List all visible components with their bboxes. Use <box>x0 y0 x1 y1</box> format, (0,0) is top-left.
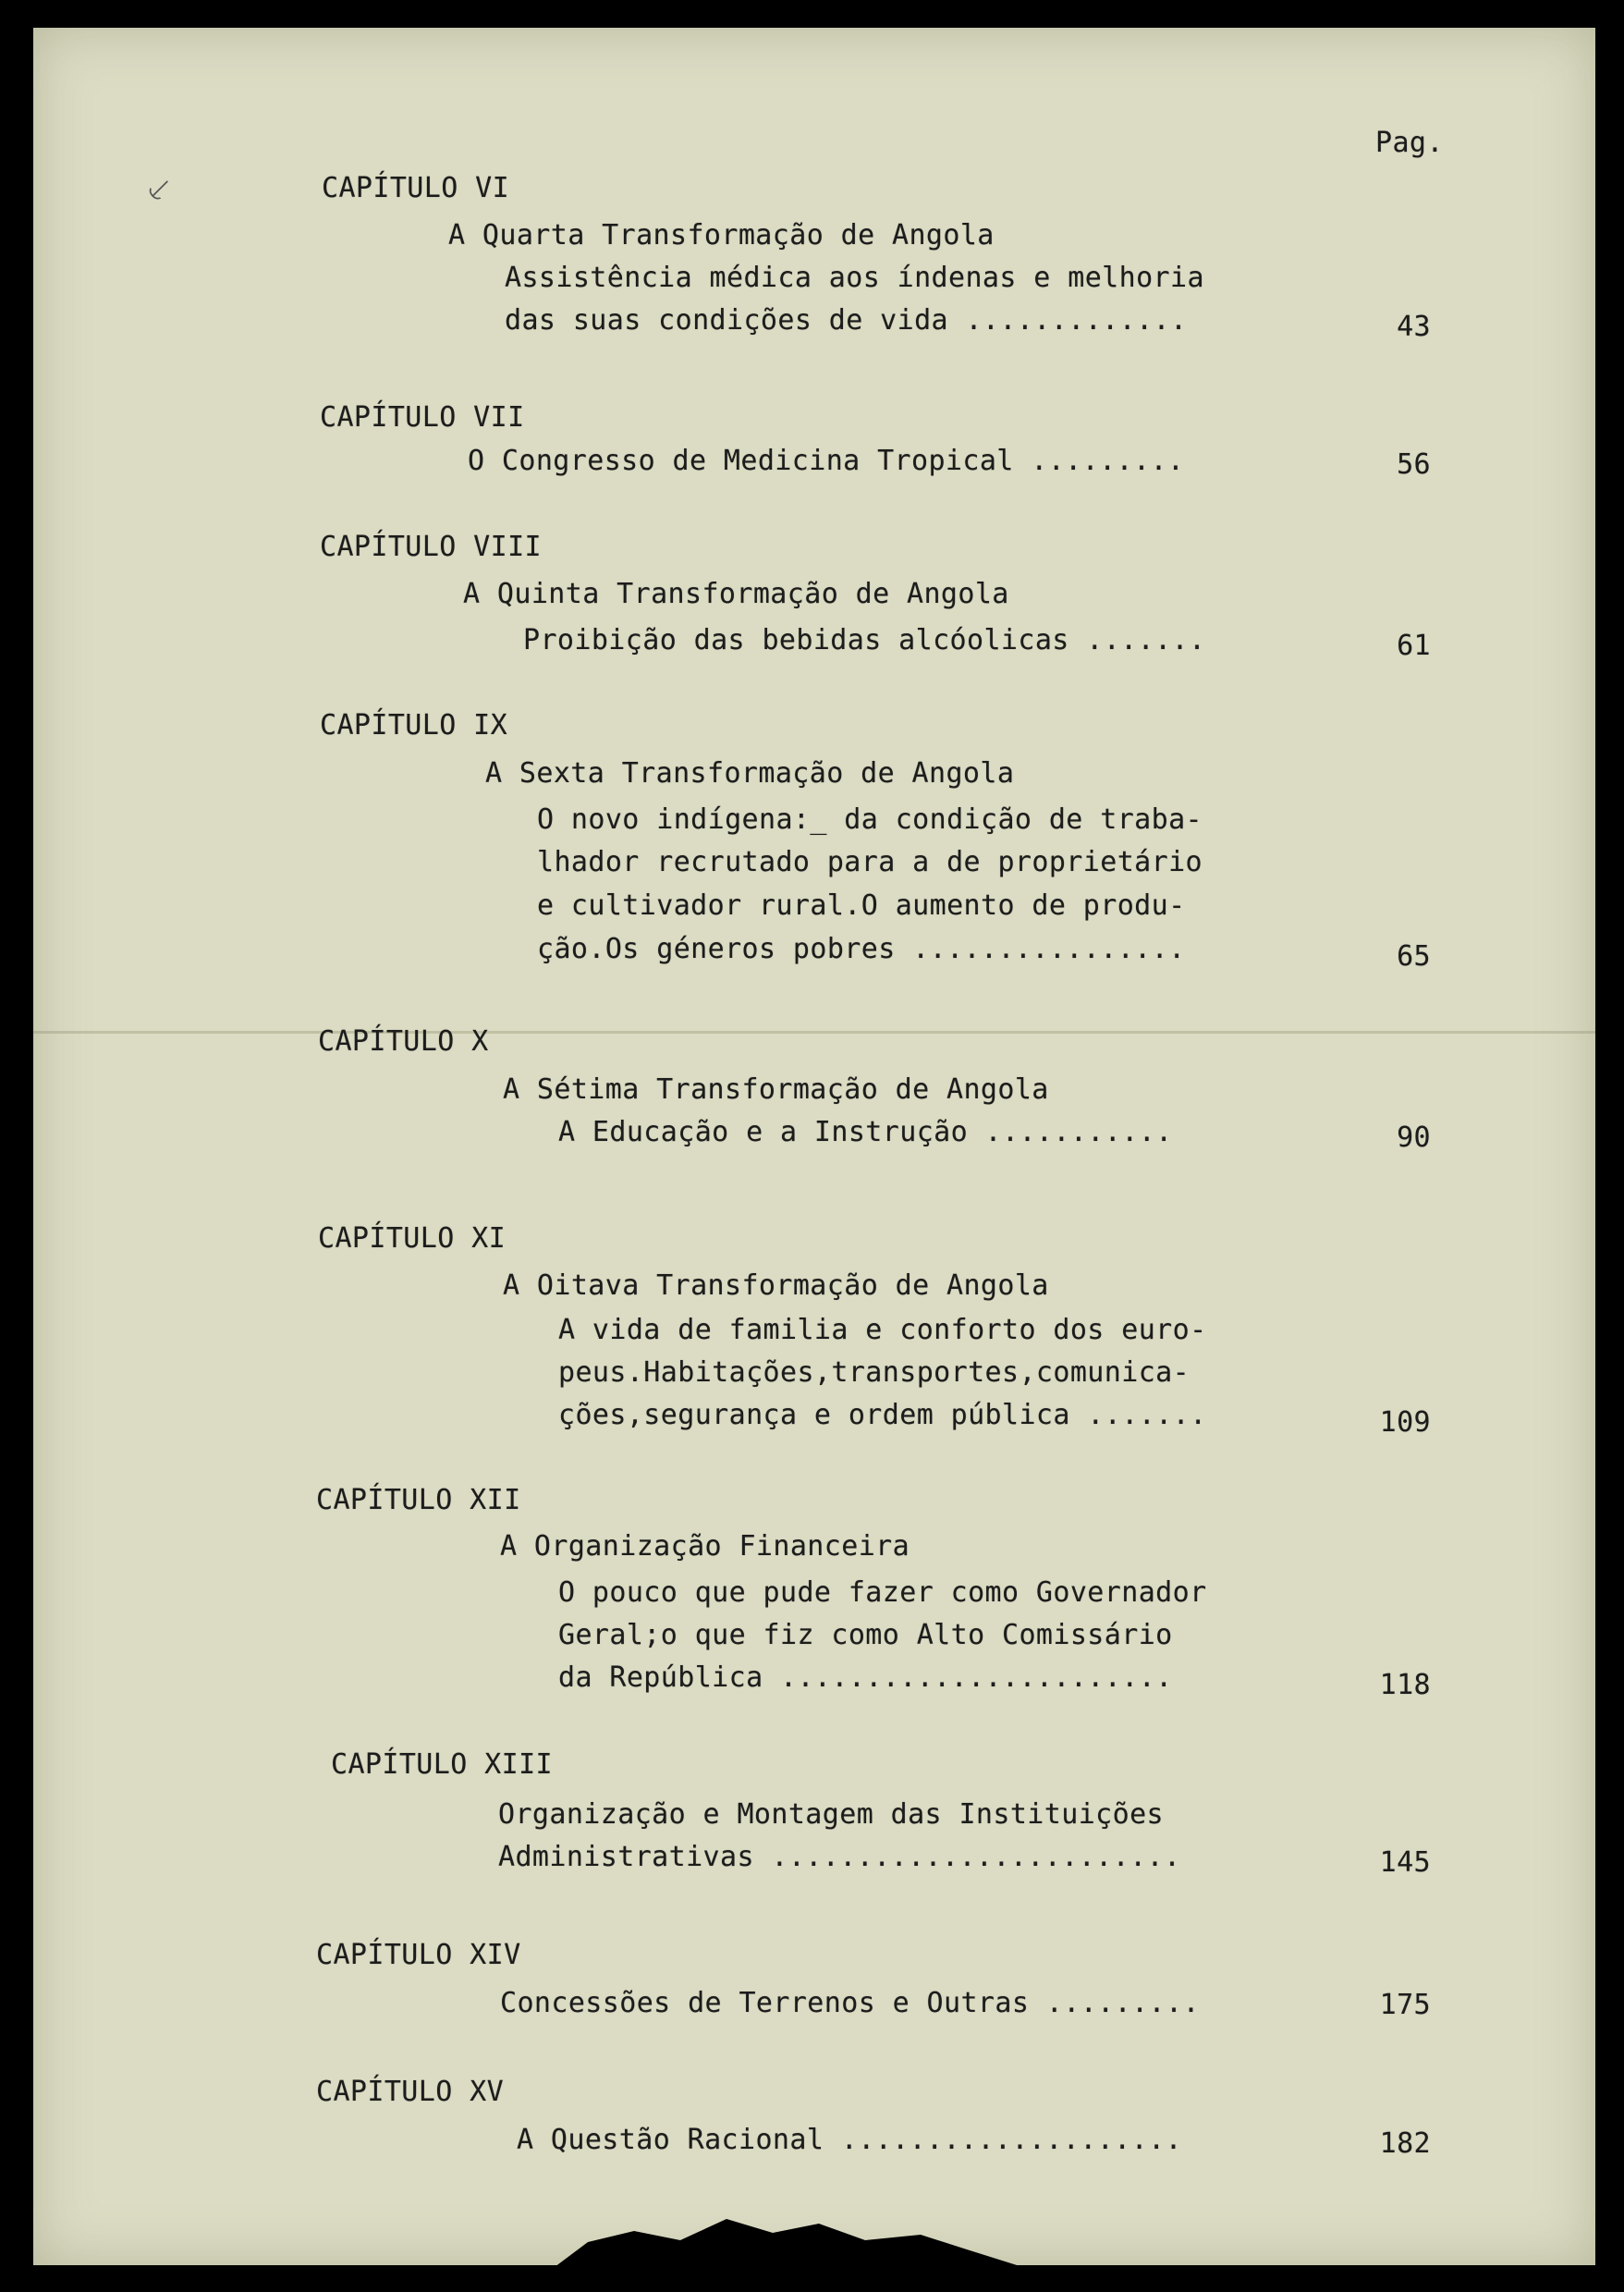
chapter-subtitle-line: Administrativas ........................ <box>498 1841 1181 1873</box>
chapter-title: A Oitava Transformação de Angola <box>503 1269 1049 1302</box>
chapter-heading: CAPÍTULO XIV <box>316 1939 521 1971</box>
typed-page <box>33 28 1595 2265</box>
chapter-heading: CAPÍTULO XII <box>316 1484 521 1516</box>
chapter-subtitle-line: O novo indígena:_ da condição de traba- <box>537 803 1203 836</box>
chapter-title: A Sétima Transformação de Angola <box>503 1073 1049 1106</box>
chapter-subtitle-line: Proibição das bebidas alcóolicas ....... <box>523 624 1206 656</box>
chapter-subtitle-line: Geral;o que fiz como Alto Comissário <box>558 1619 1173 1651</box>
chapter-title: O Congresso de Medicina Tropical ......... <box>468 445 1185 477</box>
chapter-subtitle-line: O pouco que pude fazer como Governador <box>558 1576 1207 1609</box>
chapter-heading: CAPÍTULO XI <box>318 1222 507 1255</box>
chapter-heading: CAPÍTULO VIII <box>320 531 542 563</box>
chapter-title: A Quarta Transformação de Angola <box>448 219 995 251</box>
page-number: 90 <box>1397 1121 1431 1154</box>
page-number: 43 <box>1397 311 1431 343</box>
chapter-subtitle-line: Assistência médica aos índenas e melhoria <box>505 262 1204 294</box>
page-number: 61 <box>1397 630 1431 662</box>
chapter-subtitle-line: lhador recrutado para a de proprietário <box>537 846 1203 878</box>
page-number: 182 <box>1379 2127 1431 2160</box>
page-number: 175 <box>1379 1989 1431 2021</box>
chapter-heading: CAPÍTULO XV <box>316 2076 505 2108</box>
chapter-subtitle-line: das suas condições de vida ............. <box>505 304 1188 337</box>
page-number: 65 <box>1397 940 1431 973</box>
page-number: 109 <box>1379 1406 1431 1439</box>
chapter-title: A Organização Financeira <box>500 1530 910 1563</box>
chapter-title: Organização e Montagem das Instituições <box>498 1798 1164 1831</box>
chapter-subtitle-line: A vida de familia e conforto dos euro- <box>558 1314 1207 1346</box>
chapter-heading: CAPÍTULO IX <box>320 709 508 742</box>
chapter-subtitle-line: da República ....................... <box>558 1661 1173 1694</box>
chapter-title: A Quinta Transformação de Angola <box>463 578 1009 610</box>
chapter-title: Concessões de Terrenos e Outras ......... <box>500 1987 1200 2019</box>
paper-fold-line <box>33 1031 1595 1034</box>
chapter-heading: CAPÍTULO VII <box>320 401 525 434</box>
chapter-subtitle-line: ções,segurança e ordem pública ....... <box>558 1399 1207 1431</box>
chapter-subtitle-line: peus.Habitações,transportes,comunica- <box>558 1356 1191 1389</box>
chapter-heading: CAPÍTULO VI <box>322 172 510 204</box>
page-column-header: Pag. <box>1375 127 1444 159</box>
page-number: 118 <box>1379 1669 1431 1701</box>
page-number: 56 <box>1397 448 1431 481</box>
chapter-subtitle-line: e cultivador rural.O aumento de produ- <box>537 889 1186 922</box>
page-number: 145 <box>1379 1846 1431 1879</box>
chapter-heading: CAPÍTULO XIII <box>331 1748 553 1781</box>
pencil-mark: ⸔ <box>144 168 172 211</box>
chapter-title: A Sexta Transformação de Angola <box>485 757 1015 790</box>
chapter-title: A Questão Racional .................... <box>517 2124 1182 2156</box>
chapter-heading: CAPÍTULO X <box>318 1025 489 1058</box>
chapter-subtitle-line: A Educação e a Instrução ........... <box>558 1116 1173 1148</box>
chapter-subtitle-line: ção.Os géneros pobres ................ <box>537 933 1186 965</box>
